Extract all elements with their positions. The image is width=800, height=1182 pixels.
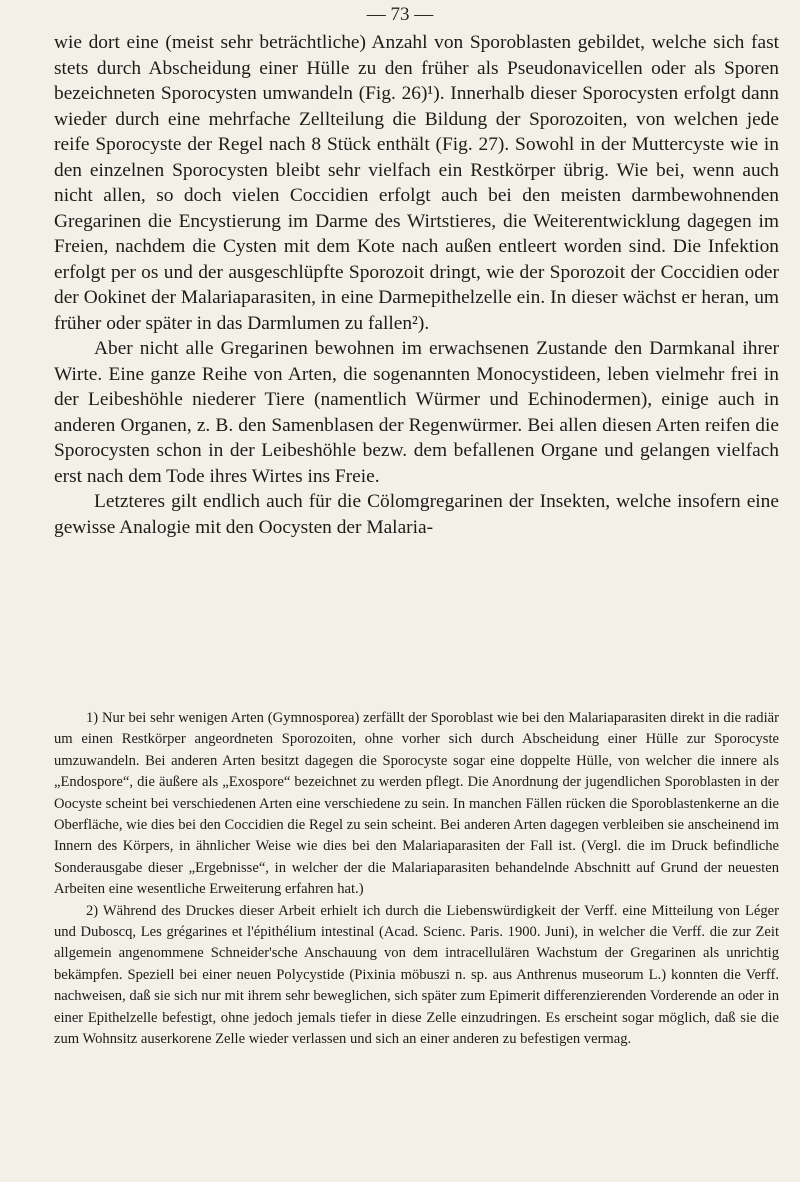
body-paragraph-2: Aber nicht alle Gregarinen bewohnen im erwachsenen Zustande den Darmkanal ihrer Wirte. Eine ganze Reihe von Arten, die sogenannten Monocystideen, leben vielmehr frei in der Leibeshöhle niederer Tiere (namentlich Würmer und Echinodermen), einige auch in anderen Organen, z. B. den Samenblasen der Regenwürmer. Bei allen diesen Arten reifen die Sporocysten schon in der Leibeshöhle bezw. dem befallenen Organe und gelangen vielfach erst nach dem Tode ihres Wirtes ins Freie. <box>54 338 779 487</box>
footnotes <box>54 708 779 1051</box>
main-text <box>54 30 779 540</box>
page-number: — 73 — <box>366 4 434 25</box>
body-paragraph-3: Letzteres gilt endlich auch für die Cölomgregarinen der Insekten, welche insofern eine gewisse Analogie mit den Oocysten der Malaria- <box>54 491 779 538</box>
body-paragraph-1: wie dort eine (meist sehr beträchtliche) Anzahl von Sporoblasten gebildet, welche sich fast stets durch Abscheidung einer Hülle zu den früher als Pseudonavicellen oder als Sporen bezeichneten Sporocysten umwandeln (Fig. 26)¹). Innerhalb dieser Sporocysten erfolgt dann wieder durch eine mehrfache Zellteilung die Bildung der Sporozoiten, von welchen jede reife Sporocyste der Regel nach 8 Stück enthält (Fig. 27). Sowohl in der Muttercyste wie in den einzelnen Sporocysten bleibt sehr vielfach ein Restkörper übrig. Wie bei, wenn auch nicht allen, so doch vielen Coccidien erfolgt auch bei den meisten darmbewohnenden Gregarinen die Encystierung im Darme des Wirtstieres, die Weiterentwicklung dagegen im Freien, nachdem die Cysten mit dem Kote nach außen entleert worden sind. Die Infektion erfolgt per os und der ausgeschlüpfte Sporozoit dringt, wie der Sporozoit der Coccidien oder der Ookinet der Malariaparasiten, in eine Darmepithelzelle ein. In dieser wächst er heran, um früher oder später in das Darmlumen zu fallen²). <box>54 32 779 334</box>
footnote-2: 2) Während des Druckes dieser Arbeit erhielt ich durch die Liebenswürdigkeit der Verff. eine Mitteilung von Léger und Duboscq, Les grégarines et l'épithélium intestinal (Acad. Scienc. Paris. 1900. Juni), in welcher die Verff. die zur Zeit allgemein angenommene Schneider'sche Anschauung von dem intracellulären Wachstum der Gregarinen als unrichtig bekämpfen. Speziell bei einer neuen Polycystide (Pixinia möbuszi n. sp. aus Anthrenus museorum L.) konnten die Verff. nachweisen, daß sie sich nur mit ihrem sehr beweglichen, sich später zum Epimerit differenzierenden Vorderende an oder in einer Epithelzelle befestigt, ohne jedoch jemals tiefer in diese Zelle einzudringen. Es erscheint sogar möglich, daß sie die zum Wohnsitz auserkorene Zelle wieder verlassen und sich an einer anderen zu befestigen vermag. <box>54 902 779 1048</box>
footnote-1: 1) Nur bei sehr wenigen Arten (Gymnosporea) zerfällt der Sporoblast wie bei den Malariaparasiten direkt in die radiär um einen Restkörper angeordneten Sporozoiten, ohne vorher sich durch Abscheidung einer Hülle zur Sporocyste umzuwandeln. Bei anderen Arten besitzt dagegen die Sporocyste sogar eine doppelte Hülle, von welcher die innere als „Endospore“, die äußere als „Exospore“ bezeichnet zu werden pflegt. Die Anordnung der jugendlichen Sporoblasten in der Oocyste scheint bei verschiedenen Arten eine verschiedene zu sein. In manchen Fällen rücken die Sporoblastenkerne an die Oberfläche, wie dies bei den Coccidien die Regel zu sein scheint. Bei anderen Arten dagegen verbleiben sie anscheinend im Innern des Körpers, in ähnlicher Weise wie dies bei den Malariaparasiten der Fall ist. (Vergl. die im Druck befindliche Sonderausgabe dieser „Ergebnisse“, in welcher der die Malariaparasiten behandelnde Abschnitt auf Grund der neuesten Arbeiten eine wesentliche Erweiterung erfahren hat.) <box>54 710 779 898</box>
